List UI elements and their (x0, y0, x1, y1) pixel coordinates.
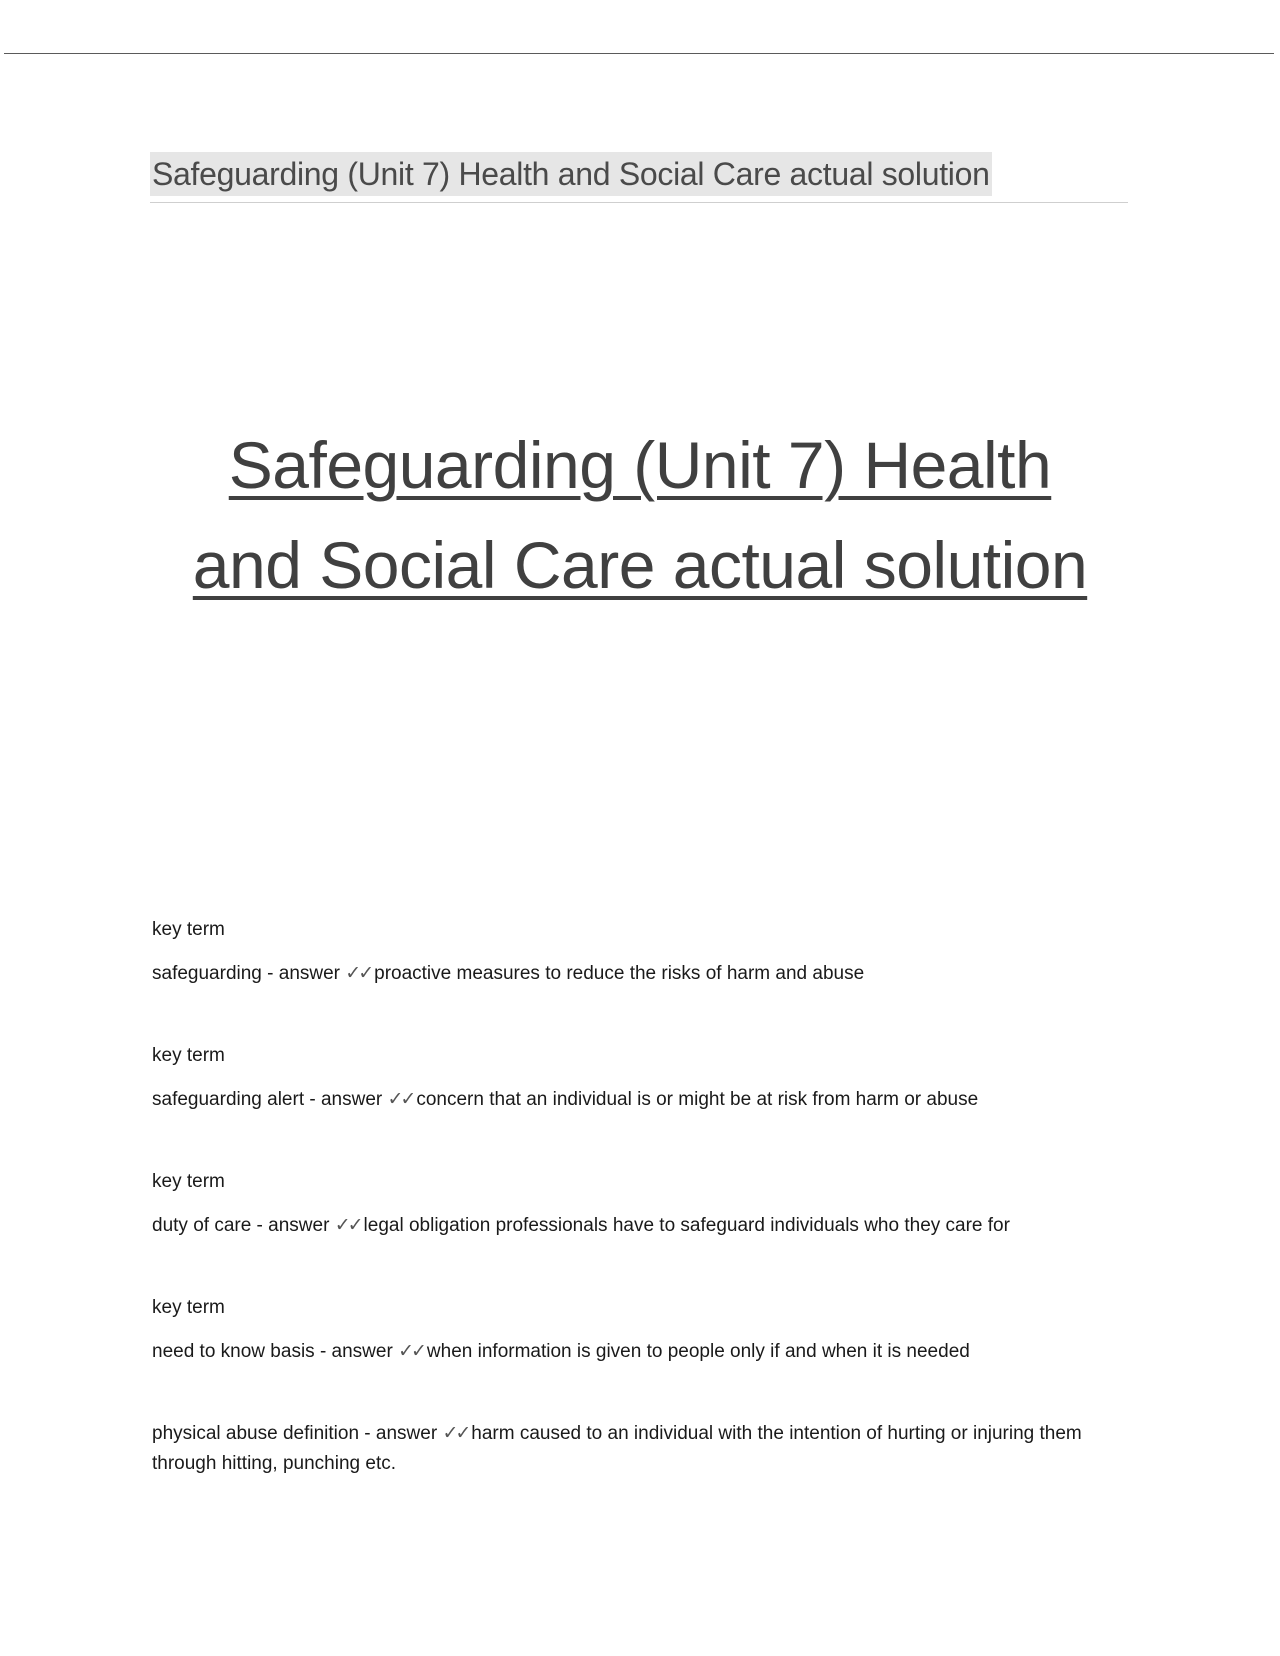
entry-definition: concern that an individual is or might be at risk from harm or abuse (416, 1089, 979, 1110)
entry-definition: harm caused to an individual with the intention of hurting or injuring them through hitting, punching etc. (152, 1423, 1082, 1474)
flashcard-entry (152, 915, 1122, 989)
double-check-icon: ✓✓ (334, 1215, 361, 1236)
entry-label: key term (152, 1171, 225, 1192)
document-title-line-2: and Social Care actual solution (192, 528, 1088, 602)
entry-label: key term (152, 1297, 225, 1318)
flashcard-list (152, 915, 1122, 1531)
entry-label: key term (152, 1045, 225, 1066)
entry-text (152, 1337, 1122, 1367)
document-title-line-1: Safeguarding (Unit 7) Health (228, 428, 1052, 502)
double-check-icon: ✓✓ (387, 1089, 414, 1110)
double-check-icon: ✓✓ (345, 963, 372, 984)
entry-definition: legal obligation professionals have to safeguard individuals who they care for (363, 1215, 1010, 1236)
double-check-icon: ✓✓ (442, 1423, 469, 1444)
flashcard-entry (152, 1167, 1122, 1241)
entry-term: need to know basis - answer (152, 1341, 399, 1362)
double-check-icon: ✓✓ (398, 1341, 424, 1362)
page-header (150, 152, 1128, 203)
flashcard-entry (152, 1293, 1122, 1367)
entry-text (152, 1085, 1122, 1115)
entry-definition: proactive measures to reduce the risks of harm and abuse (374, 963, 865, 984)
entry-term: safeguarding alert - answer (152, 1089, 388, 1110)
entry-text (152, 1211, 1122, 1241)
entry-definition: when information is given to people only if and when it is needed (426, 1341, 970, 1362)
entry-term: physical abuse definition - answer (152, 1423, 443, 1444)
header-title: Safeguarding (Unit 7) Health and Social Care actual solution (150, 152, 992, 196)
entry-text (152, 959, 1122, 989)
entry-term: duty of care - answer (152, 1215, 335, 1236)
flashcard-entry (152, 1419, 1122, 1479)
flashcard-entry (152, 1041, 1122, 1115)
entry-text (152, 1419, 1122, 1479)
document-title (150, 415, 1130, 615)
entry-term: safeguarding - answer (152, 963, 346, 984)
entry-label: key term (152, 919, 225, 940)
page-top-rule (4, 53, 1274, 54)
